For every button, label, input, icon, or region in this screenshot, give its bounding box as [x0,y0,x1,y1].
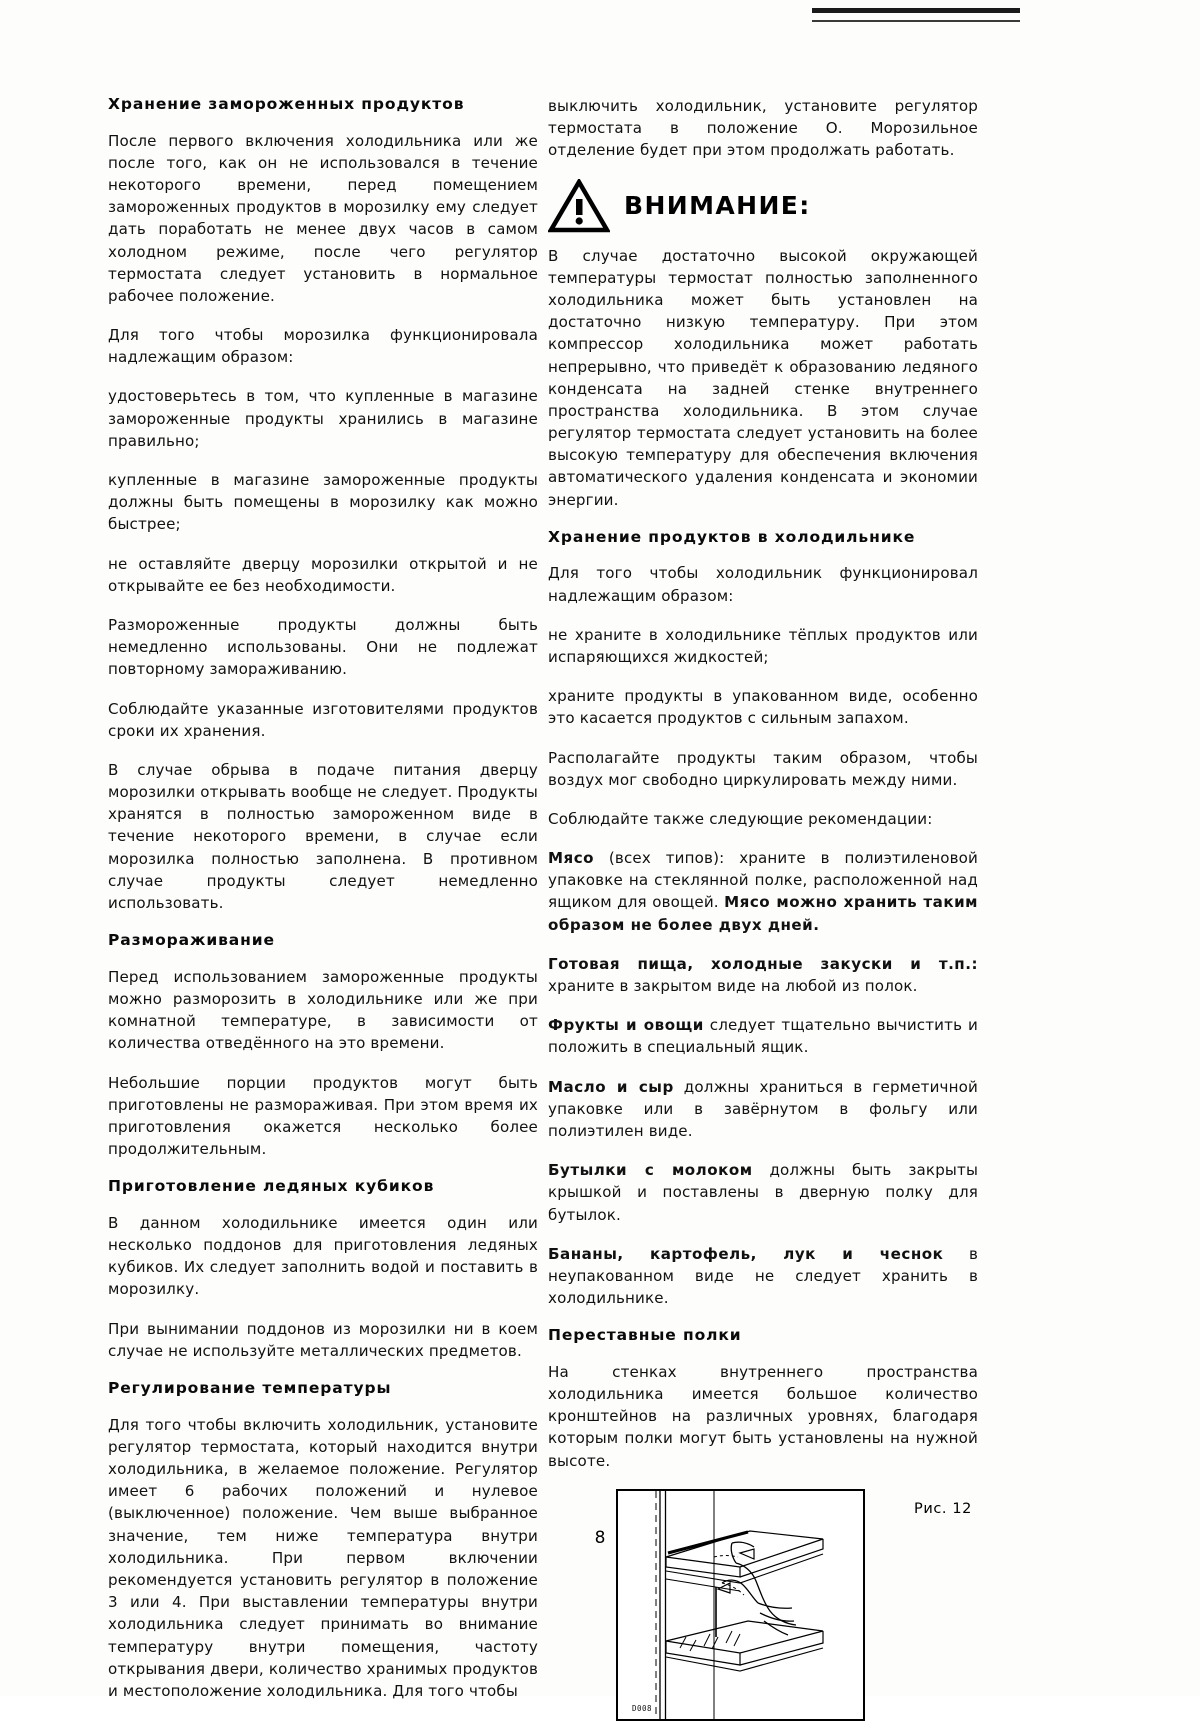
paragraph: Размороженные продукты должны быть немедленно использованы. Они не подлежат повторному замораживанию. [108,615,538,679]
heading-temperature-control: Регулирование температуры [108,1379,392,1398]
paragraph-continuation: выключить холодильник, установите регулятор термостата в положение О. Морозильное отделение будет при этом продолжать работать. [548,97,978,160]
paragraph: Перед использованием замороженные продукты можно разморозить в холодильнике или же при комнатной температуре, в зависимости от количества отведённого на это времени. [108,967,538,1053]
shelf-diagram-svg [618,1491,863,1719]
paragraph: После первого включения холодильника или же после того, как он не использовался в течение некоторого времени, перед помещением замороженных продуктов в морозилку ему следует дать поработать не менее двух часов в самом холодном режиме, после чего регулятор термостата следует установить в нормальное рабочее положение. [108,131,538,305]
left-column [108,95,538,1702]
storage-item-lead: Бананы, картофель, лук и чеснок [548,1244,944,1263]
storage-item-text: должны быть закрыты крышкой и поставлены в дверную полку для бутылок. [548,1161,979,1224]
storage-item-lead: Мясо [548,849,595,868]
figure-caption: Рис. 12 [913,1500,972,1517]
warning-body: В случае достаточно высокой окружающей температуры термостат полностью заполненного холодильника может быть установлен на достаточно низкую температуру. При этом компрессор холодильника может работать непрерывно, что приведёт к образованию ледяного конденсата на задней стенке внутреннего пространства холодильника. В этом случае регулятор термостата следует установить на более высокую температуру для обеспечения включения автоматического удаления конденсата и экономии энергии. [548,246,978,509]
heading-adjustable-shelves: Переставные полки [548,1326,742,1345]
storage-item-lead: Масло и сыр [548,1077,674,1096]
warning-triangle-icon [548,179,610,233]
storage-item [548,1243,978,1310]
storage-item-text: должны храниться в герметичной упаковке или в завёрнутом в фольгу или полиэтилен виде. [548,1077,978,1140]
storage-item-text: храните в закрытом виде на любой из полок. [548,977,918,996]
storage-item-lead: Готовая пища, холодные закуски и т.п.: [548,954,978,973]
right-column [548,95,978,1717]
paragraph: В данном холодильнике имеется один или несколько поддонов для приготовления ледяных кубиков. Их следует заполнить водой и поставить в морозилку. [108,1213,538,1299]
storage-item [548,1076,978,1143]
paragraph: Небольшие порции продуктов могут быть приготовлены не размораживая. При этом время их приготовления окажется несколько более продолжительным. [108,1073,538,1159]
paragraph: храните продукты в упакованном виде, особенно это касается продуктов с сильным запахом. [548,687,978,728]
heading-defrosting: Размораживание [108,931,275,950]
paragraph: удостоверьтесь в том, что купленные в магазине замороженные продукты хранились в магазине правильно; [108,387,538,450]
heading-frozen-food-storage: Хранение замороженных продуктов [108,95,465,113]
storage-item [548,953,978,997]
paragraph: Соблюдайте указанные изготовителями продуктов сроки их хранения. [108,699,538,740]
paragraph: купленные в магазине замороженные продукты должны быть помещены в морозилку как можно быстрее; [108,471,538,534]
figure-image [616,1489,865,1721]
storage-item-lead: Бутылки с молоком [548,1161,753,1180]
figure-12 [548,1489,978,1717]
storage-item-lead-2: Мясо можно хранить таким образом не более двух дней. [548,893,978,934]
storage-item [548,1159,978,1226]
paragraph: При вынимании поддонов из морозилки ни в коем случае не используйте металлических предметов. [108,1319,538,1360]
paragraph: Для того чтобы включить холодильник, установите регулятор термостата, который находится внутри холодильника, в желаемое положение. Регулятор имеет 6 рабочих положений и нулевое (выключенное) положение. Чем выше выбранное значение, тем ниже температура внутри холодильника. При первом включении рекомендуется установить регулятор в положение 3 или 4. При выставлении температуры внутри холодильника следует принимать во внимание температуру внутри помещения, частоту открывания двери, количество хранимых продуктов и местоположение холодильника. Для того чтобы [108,1415,538,1700]
figure-code: D008 [632,1703,653,1713]
paragraph: Располагайте продукты таким образом, чтобы воздух мог свободно циркулировать между ними. [548,748,978,789]
paragraph: не оставляйте дверцу морозилки открытой и не открывайте ее без необходимости. [108,554,538,595]
paragraph: На стенках внутреннего пространства холодильника имеется большое количество кронштейнов на различных уровнях, благодаря которым полки могут быть установлены на нужной высоте. [548,1362,978,1470]
paragraph: Соблюдайте также следующие рекомендации: [548,809,933,828]
storage-item-text: следует тщательно вычистить и положить в специальный ящик. [548,1016,978,1057]
paragraph: не храните в холодильнике тёплых продуктов или испаряющихся жидкостей; [548,625,978,666]
storage-item [548,1014,978,1058]
storage-item-lead: Фрукты и овощи [548,1016,704,1035]
warning-title: ВНИМАНИЕ: [624,191,811,221]
storage-item-text: (всех типов): храните в полиэтиленовой упаковке на стеклянной полке, расположенной над ящиком для овощей. [548,849,978,912]
page-number: 8 [594,1528,606,1548]
storage-item [548,847,978,936]
paragraph: Для того чтобы холодильник функционировал надлежащим образом: [548,564,978,605]
heading-fridge-food-storage: Хранение продуктов в холодильнике [548,527,916,546]
storage-item-text: в неупакованном виде не следует хранить в холодильнике. [548,1244,978,1308]
warning-banner [548,179,978,233]
paragraph: Для того чтобы морозилка функционировала надлежащим образом: [108,326,538,367]
paragraph: В случае обрыва в подаче питания дверцу морозилки открывать вообще не следует. Продукты хранятся в полностью замороженном виде в течение некоторого времени, в случае если морозилка полностью заполнена. В противном случае продукты следует немедленно использовать. [108,760,538,913]
heading-ice-cubes: Приготовление ледяных кубиков [108,1177,435,1196]
